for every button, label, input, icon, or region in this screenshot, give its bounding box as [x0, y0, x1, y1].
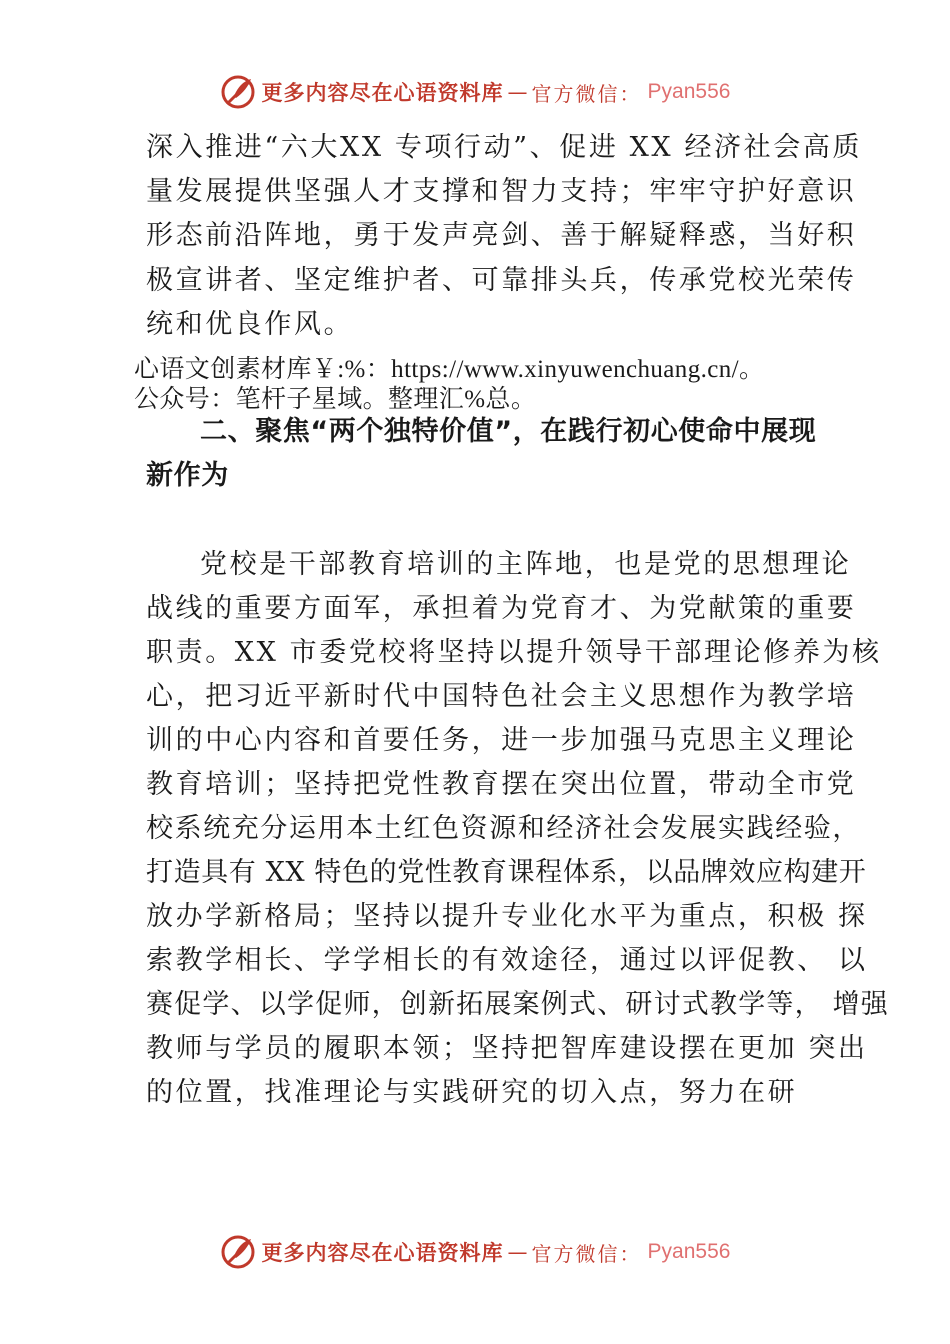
paragraph-line: 教师与学员的履职本领；坚持把智库建设摆在更加 突出: [146, 1033, 868, 1064]
paragraph-line: 打造具有 XX 特色的党性教育课程体系，以品牌效应构建开: [146, 857, 867, 888]
paragraph-line: 校系统充分运用本土红色资源和经济社会发展实践经验，: [146, 813, 861, 844]
paragraph-line: 赛促学、以学促师，创新拓展案例式、研讨式教学等， 增强: [146, 989, 889, 1020]
paragraph-line: 统和优良作风。: [146, 309, 354, 340]
banner-wechat-id: Pyan556: [647, 80, 731, 103]
paragraph-line: 职责。XX 市委党校将坚持以提升领导干部理论修养为核: [146, 637, 882, 668]
paragraph-line: 量发展提供坚强人才支撑和智力支持；牢牢守护好意识: [146, 176, 857, 207]
paragraph-line: 深入推进“六大XX 专项行动”、促进 XX 经济社会高质: [146, 132, 863, 163]
header-banner: [0, 72, 950, 112]
banner-wechat-id: Pyan556: [647, 1240, 731, 1263]
paragraph-line: 党校是干部教育培训的主阵地，也是党的思想理论: [200, 549, 852, 580]
section-heading-line: 二、聚焦“两个独特价值”，在践行初心使命中展现: [200, 416, 817, 447]
paragraph-line: 的位置，找准理论与实践研究的切入点，努力在研: [146, 1077, 798, 1108]
paragraph-line: 索教学相长、学学相长的有效途径，通过以评促教、 以: [146, 945, 868, 976]
banner-wechat-label: 官方微信：: [531, 81, 642, 106]
paragraph-line: 形态前沿阵地，勇于发声亮剑、善于解疑释惑，当好积: [146, 220, 857, 251]
paragraph-line: 放办学新格局；坚持以提升专业化水平为重点，积极 探: [146, 901, 868, 932]
quill-logo-icon: [220, 1234, 256, 1270]
section-heading-line: 新作为: [146, 460, 229, 491]
banner-dash: —: [507, 1240, 528, 1264]
source-note-account-line: 公众号：笔杆子星域。整理汇%总。: [134, 386, 537, 413]
footer-banner: [0, 1232, 950, 1272]
paragraph-line: 教育培训；坚持把党性教育摆在突出位置，带动全市党: [146, 769, 857, 800]
banner-lead-text: 更多内容尽在心语资料库: [261, 81, 504, 105]
quill-logo-icon: [220, 74, 256, 110]
banner-dash: —: [507, 80, 528, 104]
paragraph-line: 训的中心内容和首要任务，进一步加强马克思主义理论: [146, 725, 857, 756]
paragraph-line: 心，把习近平新时代中国特色社会主义思想作为教学培: [146, 681, 857, 712]
banner-lead-text: 更多内容尽在心语资料库: [261, 1241, 504, 1265]
source-note-url-line: 心语文创素材库￥:%：https://www.xinyuwenchuang.cn/。: [134, 356, 765, 383]
paragraph-line: 极宣讲者、坚定维护者、可靠排头兵，传承党校光荣传: [146, 265, 857, 296]
banner-wechat-label: 官方微信：: [531, 1241, 642, 1266]
paragraph-line: 战线的重要方面军，承担着为党育才、为党献策的重要: [146, 593, 857, 624]
